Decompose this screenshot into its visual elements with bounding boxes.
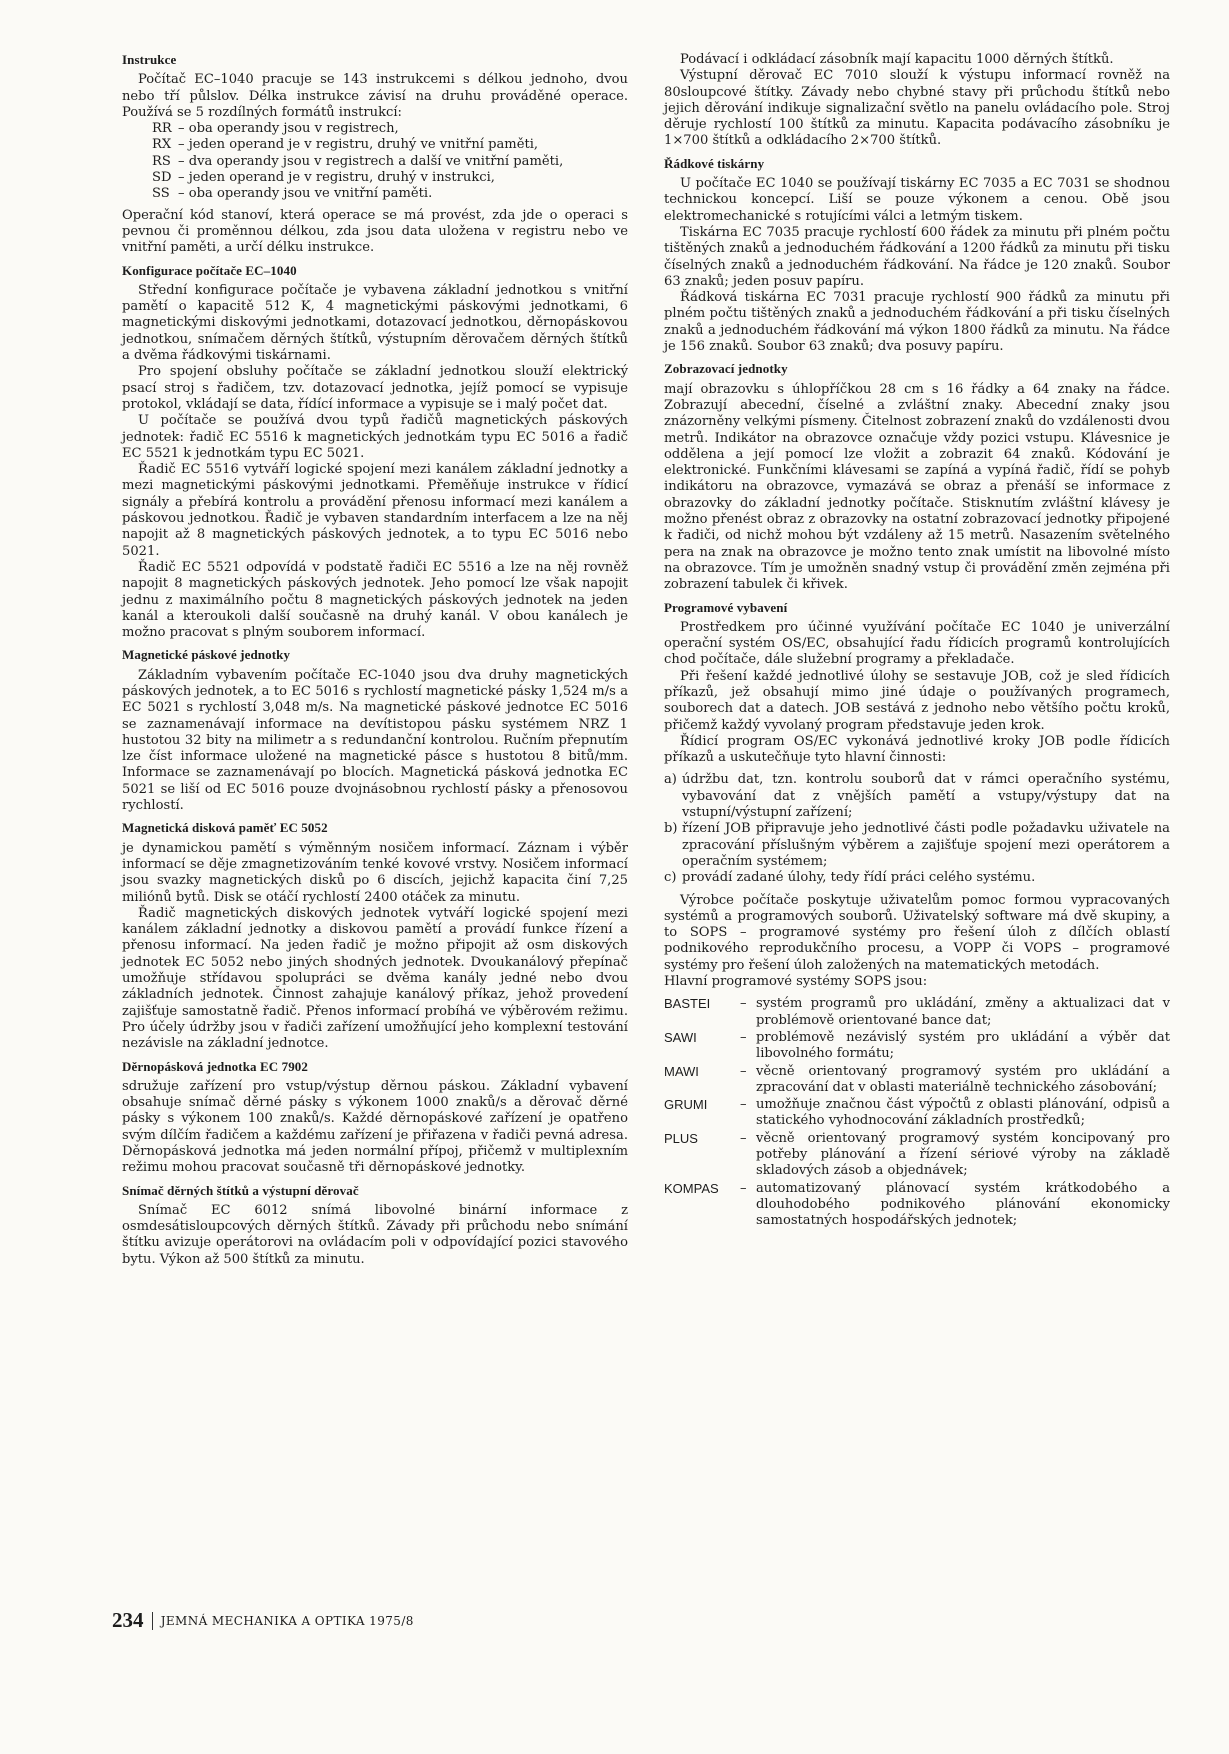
format-code: RS (152, 153, 171, 169)
paragraph-instrukce: Počítač EC–1040 pracuje se 143 instrukcemi s délkou jednoho, dvou nebo tří půlslov. Délka instrukce závisí na druhu prováděné operace. Používá se 5 rozdílných formátů instrukcí: (122, 72, 628, 120)
heading-programove: Programové vybavení (664, 599, 788, 615)
left-column (122, 52, 628, 1268)
paragraph-konfigurace-1: Střední konfigurace počítače je vybavena základní jednotkou s vnitřní pamětí o kapacitě 512 K, 4 magnetickými páskovými jednotkami, 6 magnetickými diskovými jednotkami, dotazovací jednotkou, děrnopáskovou jednotkou, snímačem děrných štítků, výstupním děrovačem děrných štítků a dvěma řádkovými tiskárnami. (122, 282, 628, 364)
paragraph-diskova-pamet-1: je dynamickou pamětí s výměnným nosičem informací. Záznam i výběr informací se děje zmagnetizováním tenké kovové vrstvy. Nosičem informací jsou svazky magnetických disků po 6 discích, jejichž kapacita činí 7,25 miliónů bytů. Disk se otáčí rychlostí 2400 otáček za minutu. (122, 840, 628, 905)
format-definition: – oba operandy jsou v registrech, (178, 121, 399, 137)
list-marker: a) (664, 772, 677, 788)
heading-dernopaskova: Děrnopásková jednotka EC 7902 (122, 1058, 309, 1074)
system-description: věcně orientovaný programový systém pro ukládání a zpracování dat v oblasti materiálně technického zásobování; (756, 1063, 1170, 1095)
paragraph-zasobnik: Podávací i odkládací zásobník mají kapacitu 1000 děrných štítků. (680, 52, 1114, 67)
page-footer (112, 1608, 414, 1633)
heading-magneticke-paskove: Magnetické páskové jednotky (122, 647, 291, 663)
format-definition: – jeden operand je v registru, druhý v instrukci, (178, 170, 495, 186)
paragraph-vyrobce: Výrobce počítače poskytuje uživatelům pomoc formou vypracovaných systémů a programových souborů. Uživatelský software má dvě skupiny, a to SOPS – programové systémy pro řešení úloh z dílčích oblastí podnikového reprodukčního procesu, a VOPP či VOPS – programové systémy pro řešení úloh založených na matematických metodách. (664, 892, 1170, 973)
list-marker: c) (664, 870, 677, 886)
format-definition: – dva operandy jsou v registrech a další ve vnitřní paměti, (178, 153, 564, 169)
paragraph-derovac: Výstupní děrovač EC 7010 slouží k výstupu informací rovněž na 80sloupcové štítky. Závady nebo chybné stavy při průchodu štítků nebo jejich děrování indikuje signalizační světlo na panelu ovládacího pole. Stroj děruje rychlostí 100 štítků za minutu. Kapacita podávacího zásobníku je 1×700 štítků a odkládacího 2×700 štítků. (664, 68, 1170, 149)
system-description: věcně orientovaný programový systém koncipovaný pro potřeby plánování a řízení sériové výroby na základě skladových zásob a objednávek; (756, 1130, 1170, 1179)
list-item (152, 154, 628, 170)
dash: – (740, 1097, 747, 1113)
paragraph-programove-1: Prostředkem pro účinné využívání počítače EC 1040 je univerzální operační systém OS/EC, obsahující řadu řídicích programů kontrolujících chod počítače, dále služební programy a překladače. (664, 619, 1170, 668)
system-description: problémově nezávislý systém pro ukládání a výběr dat libovolného formátu; (756, 1029, 1170, 1062)
format-code: RX (152, 137, 172, 153)
dash: – (740, 996, 747, 1012)
list-text: řízení JOB připravuje jeho jednotlivé části podle požadavku uživatele na zpracování příslušným výběrem a zajišťuje spojení mezi operátorem a operačním systémem; (682, 821, 1170, 869)
list-item (152, 137, 628, 153)
paragraph-snimac: Snímač EC 6012 snímá libovolné binární informace z osmdesátisloupcových děrných štítků. Závady při průchodu nebo snímání štítku avizuje operátorovi na ovládacím poli v odpovídající pozici stavového bytu. Výkon až 500 štítků za minutu. (122, 1202, 628, 1267)
heading-zobrazovaci: Zobrazovací jednotky (664, 361, 788, 377)
paragraph-opcode: Operační kód stanoví, která operace se má provést, zda jde o operaci s pevnou či proměnnou délkou, zda jsou data uložena v registru nebo ve vnitřní paměti, a určí délku instrukce. (122, 207, 628, 256)
system-name: MAWI (664, 1063, 699, 1079)
list-item (152, 121, 628, 137)
paragraph-programove-2: Při řešení každé jednotlivé úlohy se sestavuje JOB, což je sled řídicích příkazů, jež obsahují mimo jiné údaje o používaných programech, souborech dat a datech. JOB sestává z jednoho nebo většího počtu kroků, přičemž každý vyvolaný program představuje jeden krok. (664, 668, 1170, 733)
right-column (664, 52, 1170, 1230)
list-marker: b) (664, 821, 678, 837)
format-code: RR (152, 121, 172, 137)
heading-instrukce: Instrukce (122, 52, 177, 67)
paragraph-zobrazovaci: mají obrazovku s úhlopříčkou 28 cm s 16 řádky a 64 znaky na řádce. Zobrazují abecední, číselné a zvláštní znaky. Abecední znaky jsou znázorněny velkými písmeny. Čitelnost zobrazení znaků do vzdálenosti dvou metrů. Indikátor na obrazovce označuje vždy pozici vstupu. Klávesnice je oddělena a její pomocí lze vložit a zobrazit 64 znaků. Kódování je elektronické. Funkčními klávesami se zapíná a vypíná řadič, řídí se pohyb indikátoru na obrazovce, vymazává se obraz a přenáší se informace z obrazovky do základní jednotky počítače. Stisknutím zvláštní klávesy je možno přenést obraz z obrazovky na ostatní zobrazovací jednotky připojené k řadiči, od nichž mohou být vzdáleny až 15 metrů. Nasazením světelného pera na znak na obrazovce je možno tento znak umístit na libovolné místo na obrazovce. Tím je umožněn snadný vstup či provádění změn zejména při zobrazení tabulek či křivek. (664, 381, 1170, 593)
journal-name: JEMNÁ MECHANIKA A OPTIKA 1975/8 (160, 1613, 414, 1628)
paragraph-tiskarny-1: U počítače EC 1040 se používají tiskárny EC 7035 a EC 7031 se shodnou technickou koncepcí. Liší se pouze výkonem a cenou. Obě jsou elektromechanické s rotujícími válci a letmým tiskem. (664, 176, 1170, 224)
footer-divider (152, 1612, 153, 1630)
list-item (664, 1097, 1170, 1130)
sops-systems-list (664, 996, 1170, 1229)
system-name: KOMPAS (664, 1180, 719, 1196)
paragraph-tiskarny-2: Tiskárna EC 7035 pracuje rychlostí 600 řádek za minutu při plném počtu tištěných znaků a jednoduchém řádkování a 1200 řádků za minutu při tisku číselných znaků a jednoduchém řádkování. Na řádce je 120 znaků. Soubor 63 znaků; jeden posuv papíru. (664, 224, 1170, 289)
paragraph-diskova-pamet-2: Řadič magnetických diskových jednotek vytváří logické spojení mezi kanálem základní jednotky a diskovou pamětí a provádí funkce řízení a přenosu informací. Na jeden řadič je možno připojit až osm diskových jednotek EC 5052 nebo jiných shodných jednotek. Dvoukanálový přepínač umožňuje střídavou spolupráci se dvěma kanály jedné nebo dvou základních jednotek. Činnost zahajuje kanálový příkaz, jehož provedení zajišťuje samostatně řadič. Přenos informací probíhá ve výběrovém režimu. Pro účely údržby jsou v řadiči zařízení umožňující jeho komplexní testování nezávisle na základní jednotce. (122, 905, 628, 1052)
list-item (664, 772, 1170, 821)
list-item (152, 186, 628, 202)
paragraph-konfigurace-2: Pro spojení obsluhy počítače se základní jednotkou slouží elektrický psací stroj s řadičem, tzv. dotazovací jednotka, jejíž pomocí se vypisuje protokol, vkládají se data, řídící informace a vypisuje se i malý počet dat. (122, 364, 628, 412)
paragraph-dernopaskova: sdružuje zařízení pro vstup/výstup děrnou páskou. Základní vybavení obsahuje snímač děrné pásky s výkonem 1000 znaků/s a děrovač děrné pásky s výkonem 100 znaků/s. Každé děrnopáskové zařízení je opatřeno svým dílčím řadičem a každému zařízení je přiřazena v řadiči pevná adresa. Děrnopásková jednotka má jeden normální přípoj, přičemž v multiplexním režimu mohou pracovat současně tři děrnopáskové jednotky. (122, 1078, 628, 1176)
system-name: BASTEI (664, 996, 711, 1012)
format-code: SD (152, 170, 172, 186)
system-description: umožňuje značnou část výpočtů z oblasti plánování, odpisů a statického vyhodnocování základních prostředků; (756, 1097, 1170, 1129)
list-item (664, 1131, 1170, 1180)
instruction-format-list (152, 121, 628, 202)
paragraph-tiskarny-3: Řádková tiskárna EC 7031 pracuje rychlostí 900 řádků za minutu při plném počtu tištěných znaků a jednoduchém řádkování a při tisku číselných znaků a jednoduchém řádkování má výkon 1800 řádků za minutu. Na řádce je 156 znaků. Soubor 63 znaků; dva posuvy papíru. (664, 290, 1170, 355)
page-number: 234 (112, 1608, 144, 1632)
list-item (664, 996, 1170, 1029)
list-item (664, 1181, 1170, 1230)
list-item (664, 870, 1170, 886)
list-item (664, 1064, 1170, 1097)
dash: – (740, 1180, 747, 1196)
list-text: údržbu dat, tzn. kontrolu souborů dat v rámci operačního systému, vybavování dat z vnějších pamětí a vstupy/výstupy dat na vstupní/výstupní zařízení; (682, 772, 1170, 821)
system-description: automatizovaný plánovací systém krátkodobého a dlouhodobého podnikového plánování ekonomicky samostatných hospodářských jednotek; (756, 1180, 1170, 1229)
list-text: provádí zadané úlohy, tedy řídí práci celého systému. (682, 870, 1036, 886)
system-name: GRUMI (664, 1097, 708, 1113)
format-definition: – jeden operand je v registru, druhý ve vnitřní paměti, (178, 137, 539, 153)
system-name: PLUS (664, 1130, 698, 1146)
format-definition: – oba operandy jsou ve vnitřní paměti. (178, 186, 433, 202)
os-activities-list (664, 772, 1170, 886)
paragraph-magneticke-paskove: Základním vybavením počítače EC-1040 jsou dva druhy magnetických páskových jednotek, a to EC 5016 s rychlostí magnetické pásky 1,524 m/s a EC 5021 s rychlostí 3,048 m/s. Na magnetické páskové jednotce EC 5016 se zaznamenávají informace na devítistopou pásku systémem NRZ 1 hustotou 32 bity na milimetr a s redundanční kontrolou. Ručním přepnutím lze číst informace uložené na magnetické pásce s hustotou 8 bitů/mm. Informace se zaznamenávají po blocích. Magnetická pásková jednotka EC 5021 se liší od EC 5016 pouze dvojnásobnou rychlostí pásky a přenosovou rychlostí. (122, 667, 628, 814)
dash: – (740, 1063, 747, 1079)
heading-diskova-pamet: Magnetická disková paměť EC 5052 (122, 820, 328, 836)
heading-snimac: Snímač děrných štítků a výstupní děrovač (122, 1182, 359, 1198)
paragraph-programove-3: Řídicí program OS/EC vykonává jednotlivé kroky JOB podle řídicích příkazů a uskutečňuje tyto hlavní činnosti: (664, 733, 1170, 766)
paragraph-konfigurace-5: Řadič EC 5521 odpovídá v podstatě řadiči EC 5516 a lze na něj rovněž napojit 8 magnetických páskových jednotek. Jeho pomocí lze však napojit jednu z maximálního počtu 8 magnetických páskových jednotek na jeden kanál a kteroukoli další současně na druhý kanál. V obou kanálech je možno pracovat s plným souborem informací. (122, 559, 628, 641)
paragraph-hlavni-sops: Hlavní programové systémy SOPS jsou: (664, 974, 928, 990)
format-code: SS (152, 186, 170, 202)
paragraph-konfigurace-3: U počítače se používá dvou typů řadičů magnetických páskových jednotek: řadič EC 5516 k magnetických jednotkám typu EC 5016 a řadič EC 5521 k jednotkám typu EC 5021. (122, 413, 628, 461)
system-description: systém programů pro ukládání, změny a aktualizaci dat v problémově orientované bance dat; (756, 996, 1170, 1028)
list-item (664, 821, 1170, 870)
list-item (664, 1030, 1170, 1063)
dash: – (740, 1130, 747, 1146)
heading-konfigurace: Konfigurace počítače EC–1040 (122, 262, 297, 278)
dash: – (740, 1029, 747, 1045)
heading-radkove-tiskarny: Řádkové tiskárny (664, 155, 765, 171)
list-item (152, 170, 628, 186)
paragraph-konfigurace-4: Řadič EC 5516 vytváří logické spojení mezi kanálem základní jednotky a mezi magnetickými páskovými jednotkami. Přeměňuje instrukce v řídicí signály a přebírá kontrolu a provádění přenosu informací mezi kanálem a páskovou jednotkou. Řadič je vybaven standardním interfacem a lze na něj napojit až 8 magnetických páskových jednotek, a to typu EC 5016 nebo 5021. (122, 462, 628, 559)
system-name: SAWI (664, 1029, 697, 1045)
